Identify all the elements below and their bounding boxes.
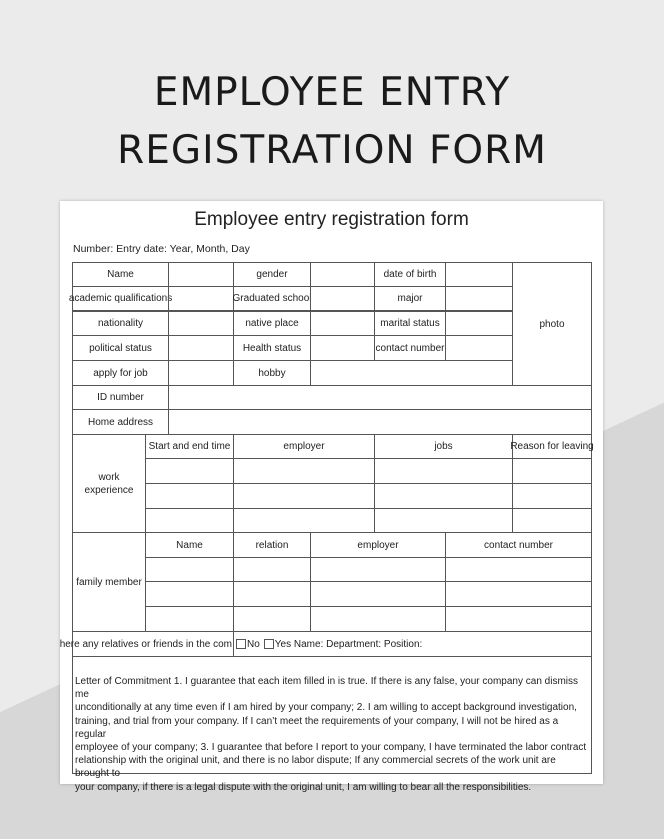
id-number-field[interactable] bbox=[168, 385, 592, 410]
label-academic-qualifications: academic qualifications bbox=[72, 286, 169, 311]
work-header-employer: employer bbox=[233, 434, 375, 459]
family-cell[interactable] bbox=[233, 581, 311, 607]
work-cell[interactable] bbox=[233, 458, 375, 484]
work-cell[interactable] bbox=[145, 458, 234, 484]
gender-field[interactable] bbox=[310, 262, 375, 287]
commitment-line: employee of your company; 3. I guarantee that before I report to your company, I have terminated the labor contract bbox=[75, 742, 587, 754]
family-cell[interactable] bbox=[233, 606, 311, 632]
family-cell[interactable] bbox=[233, 557, 311, 582]
work-header-reason-for-leaving: Reason for leaving bbox=[512, 434, 592, 459]
label-marital-status: marital status bbox=[374, 311, 446, 336]
label-apply-for-job: apply for job bbox=[72, 360, 169, 386]
label-political-status: political status bbox=[72, 335, 169, 361]
family-header-employer: employer bbox=[310, 532, 446, 558]
label-health-status: Health status bbox=[233, 335, 311, 361]
family-header-contact-number: contact number bbox=[445, 532, 592, 558]
work-cell[interactable] bbox=[512, 483, 592, 509]
label-name: Name bbox=[72, 262, 169, 287]
yes-checkbox[interactable] bbox=[264, 639, 274, 649]
major-field[interactable] bbox=[445, 286, 513, 311]
yes-label: Yes Name: Department: Position: bbox=[274, 638, 423, 650]
work-header-jobs: jobs bbox=[374, 434, 513, 459]
work-cell[interactable] bbox=[233, 508, 375, 533]
label-gender: gender bbox=[233, 262, 311, 287]
family-cell[interactable] bbox=[445, 581, 592, 607]
label-contact-number: contact number bbox=[374, 335, 446, 361]
commitment-line: your company, if there is a legal dispute with the original unit, I am willing to bear all the responsibilities. bbox=[75, 781, 532, 793]
relatives-answer bbox=[233, 631, 592, 657]
work-cell[interactable] bbox=[374, 483, 513, 509]
banner-title-line-1: EMPLOYEE ENTRY bbox=[153, 70, 511, 115]
home-address-field[interactable] bbox=[168, 409, 592, 435]
photo-box[interactable]: photo bbox=[512, 262, 592, 386]
banner-title-line-2: REGISTRATION FORM bbox=[117, 128, 547, 173]
no-label: No bbox=[247, 638, 260, 650]
academic-qualifications-field[interactable] bbox=[168, 286, 234, 311]
contact-number-field[interactable] bbox=[445, 335, 513, 361]
family-header-relation: relation bbox=[233, 532, 311, 558]
work-cell[interactable] bbox=[512, 458, 592, 484]
commitment-line: training, and trial from your company. If I can’t meet the requirements of your company, I will not be hired as a regular bbox=[75, 715, 559, 740]
label-date-of-birth: date of birth bbox=[374, 262, 446, 287]
family-cell[interactable] bbox=[310, 581, 446, 607]
family-cell[interactable] bbox=[145, 557, 234, 582]
graduated-school-field[interactable] bbox=[310, 286, 375, 311]
commitment-line: relationship with the original unit, and there is no labor dispute; If any commercial secrets of the work unit are brought to bbox=[75, 755, 556, 780]
label-native-place: native place bbox=[233, 311, 311, 336]
family-cell[interactable] bbox=[145, 581, 234, 607]
nationality-field[interactable] bbox=[168, 311, 234, 336]
native-place-field[interactable] bbox=[310, 311, 375, 336]
work-header-start-end-time: Start and end time bbox=[145, 434, 234, 459]
form-title: Employee entry registration form bbox=[194, 209, 469, 230]
work-cell[interactable] bbox=[145, 508, 234, 533]
family-cell[interactable] bbox=[310, 606, 446, 632]
letter-of-commitment bbox=[72, 656, 592, 793]
work-experience-label: work experience bbox=[72, 434, 146, 533]
work-cell[interactable] bbox=[374, 508, 513, 533]
date-of-birth-field[interactable] bbox=[445, 262, 513, 287]
apply-for-job-field[interactable] bbox=[168, 360, 234, 386]
family-cell[interactable] bbox=[445, 557, 592, 582]
form-paper bbox=[59, 201, 603, 793]
label-home-address: Home address bbox=[72, 409, 169, 435]
work-cell[interactable] bbox=[374, 458, 513, 484]
marital-status-field[interactable] bbox=[445, 311, 513, 336]
relatives-question: here any relatives or friends in the com bbox=[72, 631, 234, 657]
label-hobby: hobby bbox=[233, 360, 311, 386]
work-cell[interactable] bbox=[512, 508, 592, 533]
political-status-field[interactable] bbox=[168, 335, 234, 361]
hobby-field[interactable] bbox=[310, 360, 513, 386]
label-graduated-school: Graduated school bbox=[233, 286, 311, 311]
family-header-name: Name bbox=[145, 532, 234, 558]
family-cell[interactable] bbox=[310, 557, 446, 582]
banner-title bbox=[0, 64, 664, 180]
form-meta-line: Number: Entry date: Year, Month, Day bbox=[73, 243, 250, 255]
label-major: major bbox=[374, 286, 446, 311]
label-nationality: nationality bbox=[72, 311, 169, 336]
family-member-label: family member bbox=[72, 532, 146, 632]
commitment-line: unconditionally at any time even if I am hired by your company; 2. I am willing to accept background investigation, bbox=[75, 702, 577, 714]
work-cell[interactable] bbox=[233, 483, 375, 509]
family-cell[interactable] bbox=[145, 606, 234, 632]
family-cell[interactable] bbox=[445, 606, 592, 632]
health-status-field[interactable] bbox=[310, 335, 375, 361]
no-checkbox[interactable] bbox=[236, 639, 246, 649]
label-id-number: ID number bbox=[72, 385, 169, 410]
commitment-line: Letter of Commitment 1. I guarantee that each item filled in is true. If there is any false, your company can dismiss me bbox=[75, 676, 579, 701]
name-field[interactable] bbox=[168, 262, 234, 287]
work-cell[interactable] bbox=[145, 483, 234, 509]
